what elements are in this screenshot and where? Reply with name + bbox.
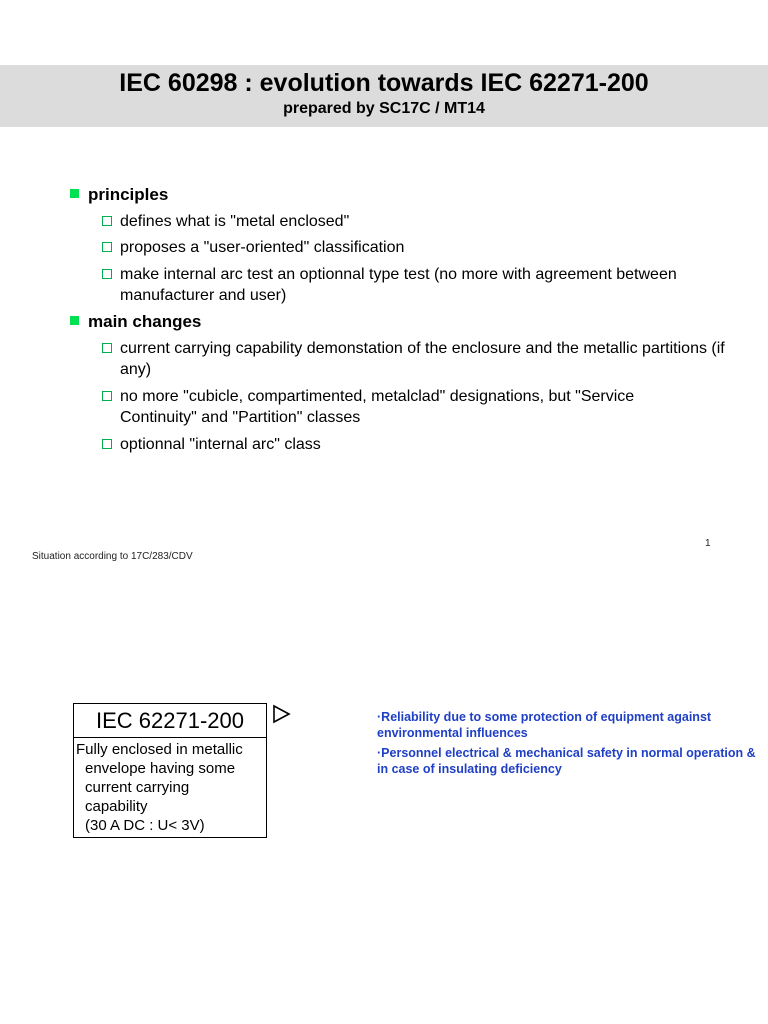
green-square-icon — [70, 189, 79, 198]
list-item-text: current carrying capability demonstation of the enclosure and the metallic partitions (if any) — [120, 340, 725, 378]
notes-list — [377, 709, 757, 781]
green-square-icon — [70, 316, 79, 325]
description-line: Fully enclosed in metallic — [76, 741, 243, 758]
description-line: envelope having some — [85, 760, 236, 777]
description-line: (30 A DC : U< 3V) — [85, 817, 205, 834]
hollow-square-icon — [102, 439, 112, 449]
hollow-square-icon — [102, 343, 112, 353]
hollow-square-icon — [102, 216, 112, 226]
standard-title: IEC 62271-200 — [74, 704, 266, 738]
list-item-text: defines what is "metal enclosed" — [120, 213, 350, 230]
list-item-text: optionnal "internal arc" class — [120, 436, 321, 453]
list-item-text: no more "cubicle, compartimented, metalclad" designations, but "Service Continuity" and "Partition" classes — [120, 388, 635, 426]
footnote: Situation according to 17C/283/CDV — [32, 551, 193, 562]
description-line: capability — [85, 798, 148, 815]
standard-box — [73, 703, 267, 838]
hollow-square-icon — [102, 242, 112, 252]
section-label: main changes — [88, 312, 202, 331]
page-subtitle: prepared by SC17C / MT14 — [283, 100, 485, 117]
page-number: 1 — [705, 538, 711, 549]
page-title: IEC 60298 : evolution towards IEC 62271-200 — [119, 69, 649, 97]
hollow-square-icon — [102, 391, 112, 401]
standard-description — [76, 740, 266, 835]
hollow-square-icon — [102, 269, 112, 279]
description-line: current carrying — [85, 779, 190, 796]
section-label: principles — [88, 185, 169, 204]
triangle-arrow-icon — [272, 704, 292, 724]
list-item-text: proposes a "user-oriented" classification — [120, 239, 405, 256]
note-safety: ·Personnel electrical & mechanical safety in normal operation & in case of insulating deficiency — [377, 746, 756, 776]
slide-header — [0, 65, 768, 127]
list-item-text: make internal arc test an optionnal type test (no more with agreement between manufacturer and user) — [120, 266, 677, 304]
note-reliability: ·Reliability due to some protection of equipment against environmental influences — [377, 710, 712, 740]
